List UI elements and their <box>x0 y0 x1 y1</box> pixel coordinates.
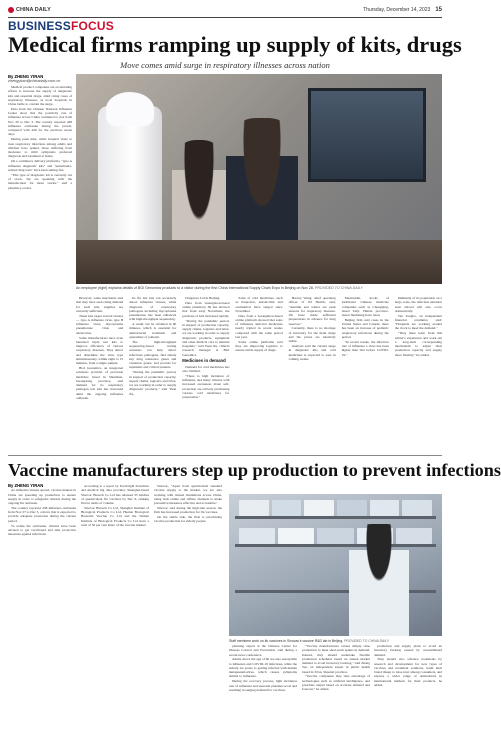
lab-shelf <box>235 516 436 519</box>
display-screen <box>308 88 426 182</box>
story1-columns <box>76 296 442 452</box>
paragraph: Immunity of its population on a large scale, the infection situation seen abroad will also occur domestically. <box>394 296 442 313</box>
photo-credit: PROVIDED TO CHINA DAILY <box>344 639 390 643</box>
paragraph: Data from a Guangzhou-based online platform showed that sales of influenza antiviral medicines nearly tripled in recent weeks compared with the same period last year. <box>235 313 283 339</box>
story1-column-7 <box>342 296 389 452</box>
paragraph: These kits target several viruses — type A influenza virus, type B influenza virus, mycoplasma pneumoniae virus and adenovirus. <box>76 313 124 335</box>
paragraph: "Vaccine manufacturers cannot simply raise production to meet short-term spikes in demand. Instead, they should undertake flexible production schedules based on annual market demand to avoid inventory backlog," said Zhang Tao, an independent expert in public health based in Xi'an, Shaanxi province. <box>302 644 370 674</box>
story2-column-1 <box>8 484 76 743</box>
exhibit-table <box>76 240 442 284</box>
caption-text: Staff members work on flu vaccines in Sinovac's vaccine R&D lab in Beijing. <box>229 639 344 643</box>
paragraph: Sinovac, "Apart from quadrivalent standard vaccine supply to the market, we are also working with related institutions across China, using both online and offline channels to make preventive measures effective and accessible." <box>154 484 222 505</box>
paragraph: planning expert at the Chinese Center for Disease Control and Prevention, said during a recent news conference. <box>229 644 297 657</box>
paragraph: The high-throughput sequencing-based testing solutions can help detect infectious pathogens, find timely key drug resistance genes and virulence genes, and provide for inpatients and critical patients. <box>129 339 177 370</box>
section-title <box>8 19 114 33</box>
story2-column-2 <box>81 484 149 743</box>
paragraph: Data from the Chinese National Influenza Center show that the positivity rate of influenza across China continued to rise from Nov 20 to Dec 3. The country reported 438 influenza outbreaks during the period, compared with 440 for the previous seven days. <box>8 106 72 137</box>
logo-mark-icon <box>8 7 14 13</box>
logo-text: CHINA DAILY <box>16 7 51 13</box>
story1-column-4 <box>182 296 229 452</box>
story2-headline[interactable]: Vaccine manufacturers step up production to prevent infections <box>8 460 501 480</box>
story1-column-5 <box>235 296 282 452</box>
lab-worker-figure <box>349 524 409 636</box>
paragraph: Beijing firm said cases in the United States and Canada, there has been an increase of pediatric respiratory infections during the period. <box>341 317 389 339</box>
story1-subhead: Medicines in demand <box>182 357 226 363</box>
paragraph: "During the pandemic period, in support of production capacity, supply chains, logistics and labor, we are working in order to supply diagnostic products," said Yuan Xu. <box>129 370 177 396</box>
story2-column-5 <box>302 644 370 743</box>
story1-column-2 <box>76 296 123 452</box>
story1-deck: Move comes amid surge in respiratory illnesses across nation <box>120 60 330 70</box>
paragraph: "This type of diagnostic kit is currently out of stock. We are speaking with the manufacturer for more stocks," said a pharmacy owner. <box>8 172 72 190</box>
paragraph: Drugstore Ltd in Beijing. <box>185 296 221 300</box>
publication-date: Thursday, December 14, 2023 <box>363 7 431 13</box>
photo-credit: PROVIDED TO CHINA DAILY <box>314 286 363 290</box>
story1-email[interactable]: zhengyiran@chinadaily.com.cn <box>8 79 61 83</box>
medical-device-head <box>106 92 154 126</box>
china-daily-logo <box>8 7 51 13</box>
paragraph: Tan Tongbo, an independent financial columnist, said: "Hospitals are working around the clock to meet the demand." <box>394 313 442 331</box>
paragraph: BGI Genomics, an integrated solutions provider of precision medicine based in Shenzhen, Guangdong province, said demand for its respiratory pathogen test kits has increased amid the ongoing influenza outbreak. <box>76 366 124 400</box>
paragraph: During the recovery process, light incidence rate of influenza and seasonal pneumococcal and resulting in surging demand for vaccines. <box>229 679 297 692</box>
story2-column-4 <box>229 644 297 743</box>
story1-column-1 <box>8 74 72 286</box>
masthead <box>8 4 442 16</box>
paragraph: Currently, there is no shortage of inventory for the main drugs and the prices are relatively stable. <box>288 326 336 344</box>
paragraph: Some manufacturers have even launched triple test kits to improve efficiency of various respiratory diseases. They detect and determine the virus type simultaneously, within eight to 15 minutes, from a single sample. <box>76 335 124 366</box>
paragraph: "They must learn from this winter's experience and work out a long-term corresponding mechanism to adjust their production capacity and supply more flexibly," he added. <box>394 331 442 357</box>
story2-column-6 <box>374 644 442 743</box>
paragraph: Data from Guangzhou-based online pharmacy JD has showed that from early November, the purchase of kits increased rapidly. <box>182 300 230 318</box>
story2-byline: By ZHENG YIRAN <box>8 483 44 488</box>
paragraph: As influenza viruses spread, vaccine makers in China are speeding up production to ensure supply in order to safeguard citizens during the ongoing flu outbreak. <box>8 488 76 505</box>
story1-column-8 <box>395 296 442 452</box>
paragraph: "Vaccine companies may take advantage of technologies such as artificial intelligence, and prioritize output based on accurate demand and forecast," he added. <box>302 674 370 692</box>
paragraph: According to a report by Everbright Securities and medical big data provider, Shanghai-based Sinovac Biotech Co Ltd has released 35 batches of quadrivalent flu vaccines by Dec 6, ranking first in terms of volume. <box>81 484 149 505</box>
section-title-focus: FOCUS <box>70 19 114 33</box>
paragraph: Medical product companies are accelerating efforts to increase the supply of diagnostic kits and essential drugs, amid rising cases of respiratory illnesses, as local hospitals in China battle to contain the surge. <box>8 85 72 106</box>
paragraph: production and supply plans to avoid an inventory backlog caused by overestimated demand. <box>374 644 442 657</box>
story1-byline: By ZHENG YIRAN <box>8 74 44 79</box>
paragraph: Harvey Wang, chief operating officer of JD Health, said, "Autumn and winter are peak seasons for respiratory diseases. We have made sufficient preparations in advance for drug reserves." <box>288 296 336 326</box>
story1-headline[interactable]: Medical firms ramping up supply of kits, drugs <box>8 32 462 57</box>
paragraph: On the stable side, the firm is prioritizing vaccine production for elderly people. <box>154 515 222 524</box>
story1-photo[interactable] <box>76 74 442 284</box>
story2-column-4-top <box>229 484 297 492</box>
story1-column-3 <box>129 296 176 452</box>
paragraph: Analysts said the current surge in diagnostic kits and cold medicines is expected to ease in coming weeks. <box>288 344 336 361</box>
paragraph: Its flu test kits can accurately detect influenza viruses, while diagnosis of respiratory pathogens including mycoplasma pneumoniae has been enhanced with high-throughput sequencing. <box>129 296 177 322</box>
top-divider <box>8 17 442 18</box>
paragraph: Demand for cold medicines has also climbed. <box>182 364 230 373</box>
paragraph: A result can be obtained in 60 minutes, which is essential for antibacterial treatment and quarantine of patients. <box>129 322 177 339</box>
paragraph: The country reported 438 influenza outbreaks from Nov 27 to Dec 3, a move that is expected to provide adequate protection during the current period. <box>8 505 76 523</box>
vaccine-boxes <box>239 500 432 516</box>
story2-column-3 <box>154 484 222 743</box>
story2-photo[interactable] <box>229 494 442 636</box>
story1-photo-caption <box>76 286 442 290</box>
paragraph: To tackle the outbreaks, citizens have been advised to get vaccinated and take protective measures against infections. <box>8 523 76 537</box>
paragraph: Some online platforms said they are improving logistics to ensure stable supply of drugs. <box>235 339 283 353</box>
paragraph: During peak time, while hospital visits to treat respiratory infections among adults and children have spiked, those suffering from moderate to mild symptoms preferred diagnosis and treatment at home. <box>8 137 72 159</box>
paragraph: "During the pandemic period, in support of production capacity, supply chains, logistics and labor, we are working in order to supply diagnostic products, equipment and other medical care to internal hospitals," said Yuan Xu, clinical research manager at BGI Genomics. <box>182 318 230 357</box>
paragraph: However, some merchants said that they have seen rising demand for such kits, supplies are currently sufficient. <box>76 296 124 313</box>
story2-photo-caption <box>229 639 442 643</box>
caption-text: An employee (right) explains details of BGI Genomics products to a visitor during the first China International Supply Chain Expo in Beijing on Nov 28. <box>76 286 314 290</box>
story-divider <box>8 455 442 456</box>
paragraph: Sinovac said during the high-risk season, the firm has increased production for flu vaccines. <box>154 505 222 515</box>
story1-column-6 <box>289 296 336 452</box>
page-number: 15 <box>435 7 442 13</box>
paragraph: Sinovac Biotech Co Ltd, Shanghai Institute of Biological Products Co Ltd, Hualan Biological Bacterial Vaccine Co Ltd and the Wuhan Institute of Biological Products Co Ltd have a total of 50 per cent share of the vaccine market. <box>81 505 149 527</box>
paragraph: They should also advance treatments by research and development for new types of vaccines and treatment solutions, build their brand image to raise trust among consumers, and explore a wider range of destinations in international markets for their products, he added. <box>374 657 442 687</box>
paragraph: Meanwhile, stocks of traditional Chinese medicine companies such as Chongqing-based Taiji, Hunan province-based Jiuzhitang have risen. <box>341 296 389 317</box>
paragraph: "There is high incidence of influenza, and many citizens with increased awareness about self-protection are actively purchasing various cold medicines for preparation." <box>182 373 230 400</box>
paragraph: Adults above the age of 60 are also susceptible to influenza and COVID-19 infections, while the elderly are prone to getting infected with human metapneumovirus, which causes symptoms similar to influenza. <box>229 657 297 679</box>
paragraph: On e-commerce delivery platforms, "type A influenza diagnostic kits" and "pneumonia-related drug tests" have been selling fast. <box>8 159 72 172</box>
section-title-business: BUSINESS <box>8 19 71 33</box>
paragraph: Sales of cold medicines, such as ibuprofen, amoxicillin and oseltamivir have surged since November. <box>235 296 283 313</box>
paragraph: "In recent weeks, the infection rate of influenza a virus has been higher than that before COVID-19." <box>341 339 389 357</box>
